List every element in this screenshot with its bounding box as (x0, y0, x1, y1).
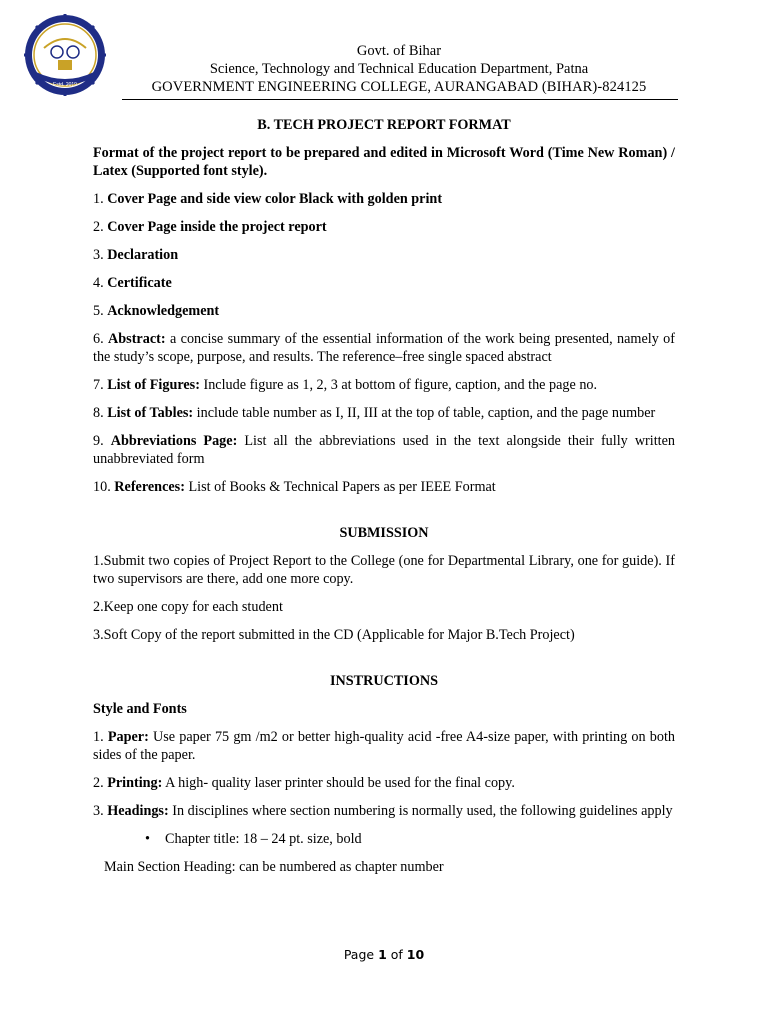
instruction-item: 1. Paper: Use paper 75 gm /m2 or better high-quality acid -free A4-size paper, with printing on both sides of the paper. (93, 729, 675, 763)
document-body (93, 116, 675, 876)
logo-estd-text: Estd. 2019 (53, 82, 77, 88)
header-rule (122, 99, 678, 100)
instruction-item: 3. Headings: In disciplines where section numbering is normally used, the following guidelines apply (93, 803, 673, 819)
college-logo-icon (22, 12, 108, 98)
list-item: 10. References: List of Books & Technical Papers as per IEEE Format (93, 479, 496, 495)
list-item: 9. Abbreviations Page: List all the abbreviations used in the text alongside their fully written unabbreviated form (93, 433, 676, 467)
list-item: 4. Certificate (93, 275, 172, 291)
instruction-item: 2. Printing: A high- quality laser printer should be used for the final copy. (93, 775, 515, 791)
list-item: 2. Cover Page inside the project report (93, 219, 327, 235)
bullet-item: • Chapter title: 18 – 24 pt. size, bold (145, 831, 362, 847)
list-item: 5. Acknowledgement (93, 303, 220, 319)
instructions-heading: INSTRUCTIONS (329, 673, 438, 689)
list-item: 6. Abstract: a concise summary of the essential information of the work being presented, namely of the study’s scope, purpose, and results. The reference–free single spaced abstract (93, 331, 675, 365)
page-number: Page 1 of 10 (343, 947, 425, 962)
intro-paragraph: Format of the project report to be prepared and edited in Microsoft Word (Time New Roman) / Latex (Supported font style). (93, 145, 675, 179)
bullet-icon: • (145, 831, 150, 847)
page-title: B. TECH PROJECT REPORT FORMAT (257, 117, 511, 133)
submission-heading: SUBMISSION (339, 525, 429, 541)
list-item: 1. Cover Page and side view color Black with golden print (93, 191, 443, 207)
submission-item: 3.Soft Copy of the report submitted in the CD (Applicable for Major B.Tech Project) (93, 627, 575, 643)
header-college: GOVERNMENT ENGINEERING COLLEGE, AURANGABAD (BIHAR)-824125 (151, 79, 647, 95)
style-fonts-subheading: Style and Fonts (93, 701, 187, 717)
list-item: 3. Declaration (93, 247, 179, 263)
list-item: 7. List of Figures: Include figure as 1, 2, 3 at bottom of figure, caption, and the page no. (93, 377, 598, 393)
list-item: 8. List of Tables: include table number as I, II, III at the top of table, caption, and the page number (93, 405, 656, 421)
submission-item: 1.Submit two copies of Project Report to the College (one for Departmental Library, one for guide). If two supervisors are there, add one more copy. (93, 553, 675, 587)
header-department: Science, Technology and Technical Education Department, Patna (209, 61, 589, 77)
submission-item: 2.Keep one copy for each student (93, 599, 283, 615)
header-govt: Govt. of Bihar (356, 43, 442, 59)
main-section-heading-note: Main Section Heading: can be numbered as chapter number (104, 859, 444, 875)
format-list (93, 190, 675, 496)
letterhead (120, 42, 678, 96)
